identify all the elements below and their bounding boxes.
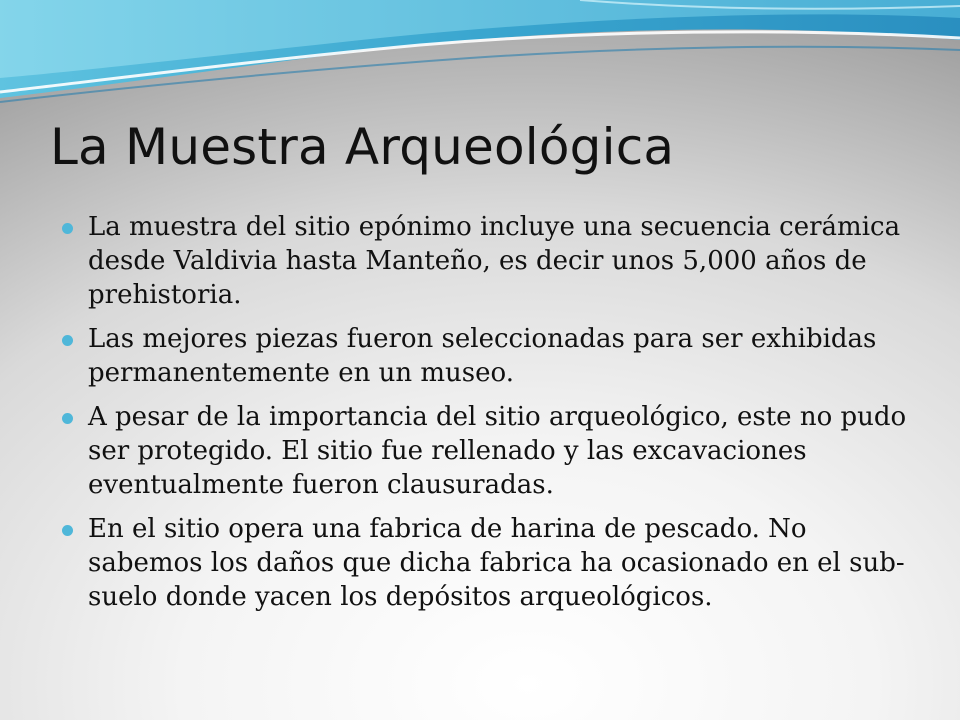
- bullet-text: Las mejores piezas fueron seleccionadas para ser exhibidas permanentemente en un museo.: [88, 324, 877, 388]
- bullet-item: [62, 322, 922, 390]
- bullet-dot-icon: [62, 335, 73, 346]
- bullet-item: [62, 210, 922, 312]
- bullet-text: A pesar de la importancia del sitio arqueológico, este no pudo ser protegido. El sitio fue rellenado y las excavaciones eventualmente fueron clausuradas.: [88, 402, 907, 500]
- header-wave-decoration: [0, 0, 960, 110]
- bullet-dot-icon: [62, 223, 73, 234]
- bullet-dot-icon: [62, 525, 73, 536]
- bullet-item: [62, 400, 922, 502]
- bullet-text: En el sitio opera una fabrica de harina de pescado. No sabemos los daños que dicha fabrica ha ocasionado en el sub-suelo donde yacen los depósitos arqueológicos.: [88, 514, 905, 612]
- bullet-list: [62, 210, 922, 624]
- bullet-item: [62, 512, 922, 614]
- bullet-text: La muestra del sitio epónimo incluye una secuencia cerámica desde Valdivia hasta Manteño, es decir unos 5,000 años de prehistoria.: [88, 212, 901, 310]
- slide-title: La Muestra Arqueológica: [50, 118, 675, 176]
- bullet-dot-icon: [62, 413, 73, 424]
